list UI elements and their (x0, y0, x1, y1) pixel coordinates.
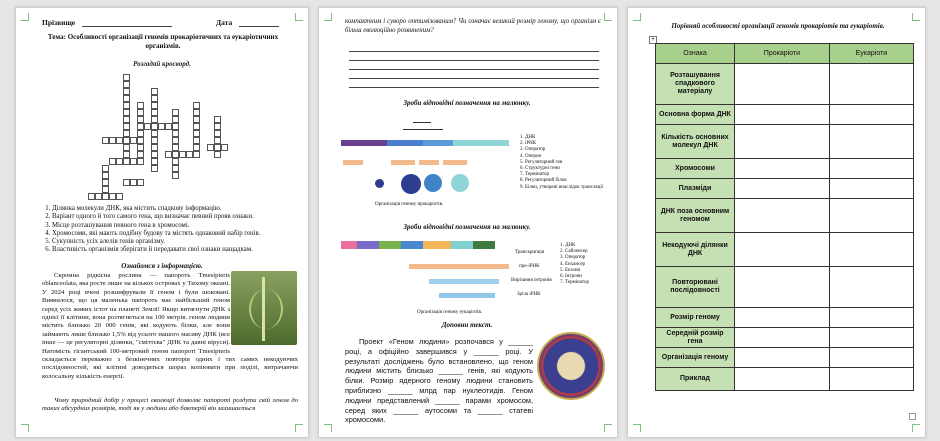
legend-item: 3. Оператор (565, 255, 618, 261)
worksheet-page-2 (318, 7, 618, 438)
flow-label: про-іРНК (519, 264, 540, 269)
crossword-cell[interactable] (221, 144, 228, 151)
eukaryote-cell[interactable] (829, 368, 913, 391)
crossword-cell[interactable] (123, 137, 130, 144)
crossword-cell[interactable] (172, 165, 179, 172)
worksheet-page-3 (627, 7, 926, 438)
row-label: ДНК поза основним геномом (656, 199, 735, 233)
eukaryote-cell[interactable] (829, 199, 913, 233)
crossword-cell[interactable] (207, 144, 214, 151)
surname-line[interactable] (82, 26, 172, 27)
prokaryote-cell[interactable] (735, 64, 830, 105)
eukaryote-cell[interactable] (829, 308, 913, 328)
crossword-cell[interactable] (116, 193, 123, 200)
mrna-segment (391, 160, 415, 165)
prokaryote-cell[interactable] (735, 233, 830, 267)
crossword-cell[interactable] (172, 123, 179, 130)
eukaryote-cell[interactable] (829, 233, 913, 267)
crop-mark (912, 13, 920, 21)
diagram2-heading: Зроби відповідні позначення на малюнку. (403, 223, 531, 231)
clue-item: 1. Ділянка молекули ДНК, яка містить спадкову інформацію. (52, 205, 296, 213)
crossword-cell[interactable] (214, 151, 221, 158)
crossword-cell[interactable] (193, 151, 200, 158)
protein-circle (424, 174, 442, 192)
table-row (656, 348, 914, 368)
legend-item: 8. Регуляторний білок (525, 178, 618, 184)
legend-item: 5. Екзони (565, 268, 618, 274)
crossword-cell[interactable] (109, 158, 116, 165)
mrna-segment (419, 160, 439, 165)
answer-line[interactable] (349, 78, 599, 79)
crop-mark (21, 424, 29, 432)
prokaryote-cell[interactable] (735, 179, 830, 199)
table-move-handle-icon[interactable]: + (649, 36, 657, 44)
legend-item: 5. Регуляторний ген (525, 160, 618, 166)
diagram1-heading: Зроби відповідні позначення на малюнку. (403, 99, 531, 107)
legend-item: 1. ДНК (565, 243, 618, 249)
terminator-segment (453, 140, 509, 146)
crossword-cell[interactable] (172, 116, 179, 123)
eukaryote-cell[interactable] (829, 179, 913, 199)
crossword-cell[interactable] (137, 144, 144, 151)
crossword-cell[interactable] (172, 130, 179, 137)
crossword-cell[interactable] (123, 95, 130, 102)
prokaryote-cell[interactable] (735, 348, 830, 368)
crossword-cell[interactable] (214, 144, 221, 151)
row-label: Розташування спадкового матеріалу (656, 64, 735, 105)
legend-item: 9. Білки, утворені внаслідок трансляції (525, 185, 618, 191)
crossword-heading: Розгадай кросворд. (133, 60, 191, 68)
crossword-cell[interactable] (123, 81, 130, 88)
legend-item: 4. Енхансер (565, 262, 618, 268)
header-eukaryotes: Еукаріоти (829, 44, 913, 64)
crossword-cell[interactable] (102, 137, 109, 144)
eukaryote-cell[interactable] (829, 159, 913, 179)
clue-item: 5. Сукупність усіх алелів генів організму. (52, 238, 296, 246)
answer-line[interactable] (349, 51, 599, 52)
dna-segment (357, 241, 379, 249)
clue-item: 4. Хромосоми, які мають подібну будову та містять однаковий набір генів. (52, 230, 296, 238)
table-row (656, 105, 914, 125)
crossword-cell[interactable] (151, 158, 158, 165)
crossword-cell[interactable] (151, 137, 158, 144)
crossword-cell[interactable] (123, 123, 130, 130)
row-label: Організація геному (656, 348, 735, 368)
crossword-cell[interactable] (123, 109, 130, 116)
crossword-cell[interactable] (214, 137, 221, 144)
crossword-cell[interactable] (193, 144, 200, 151)
crop-mark (912, 424, 920, 432)
flow-label: Транскрипція (515, 250, 545, 255)
crossword-cell[interactable] (102, 193, 109, 200)
legend-item: 3. Оператор (525, 147, 618, 153)
row-label: Приклад (656, 368, 735, 391)
crossword-cell[interactable] (179, 151, 186, 158)
eukaryote-cell[interactable] (829, 348, 913, 368)
crossword-cell[interactable] (151, 102, 158, 109)
date-label: Дата (216, 18, 233, 27)
table-row (656, 64, 914, 105)
crop-mark (21, 13, 29, 21)
crop-mark (633, 13, 641, 21)
crossword-cell[interactable] (172, 137, 179, 144)
mature-mrna-bar (439, 293, 495, 298)
crossword-cell[interactable] (123, 179, 130, 186)
crossword-cell[interactable] (151, 130, 158, 137)
surname-label: Прізвище (42, 18, 76, 27)
crossword-cell[interactable] (172, 144, 179, 151)
eukaryote-cell[interactable] (829, 328, 913, 348)
legend-item: 2. іРНК (525, 141, 618, 147)
row-label: Хромосоми (656, 159, 735, 179)
crossword-cell[interactable] (172, 109, 179, 116)
mrna-segment (343, 160, 363, 165)
crossword-cell[interactable] (151, 144, 158, 151)
dna-segment (379, 241, 401, 249)
crossword-cell[interactable] (151, 116, 158, 123)
crossword-cell[interactable] (137, 116, 144, 123)
crossword-cell[interactable] (165, 151, 172, 158)
legend-item: 2. Сайленсер (565, 249, 618, 255)
crossword-cell[interactable] (214, 130, 221, 137)
crossword-cell[interactable] (123, 130, 130, 137)
row-label: Основна форма ДНК (656, 105, 735, 125)
table-row (656, 308, 914, 328)
crossword-cell[interactable] (193, 137, 200, 144)
crop-mark (324, 13, 332, 21)
crossword-cell[interactable] (165, 123, 172, 130)
row-label: Кількість основних молекул ДНК (656, 125, 735, 159)
crossword-cell[interactable] (193, 123, 200, 130)
pre-mrna-bar (409, 264, 509, 269)
genome-project-logo (537, 332, 605, 400)
crossword-cell[interactable] (214, 116, 221, 123)
protein-circle (401, 174, 421, 194)
diagram2-caption: Організація геному еукаріотів. (417, 310, 483, 315)
info-heading: Ознайомся з інформацією. (121, 262, 203, 270)
eukaryote-cell[interactable] (829, 125, 913, 159)
label-bracket (413, 122, 431, 123)
crossword-cell[interactable] (193, 109, 200, 116)
dna-segment (451, 241, 473, 249)
crossword-cell[interactable] (116, 137, 123, 144)
table-row (656, 267, 914, 308)
fern-photo (231, 271, 297, 345)
label-bracket (403, 129, 443, 130)
diagram2-legend (557, 243, 618, 286)
intron-removal-bar (429, 279, 499, 284)
structural-gene-segment (423, 140, 453, 146)
table-row (656, 179, 914, 199)
crossword-cell[interactable] (123, 158, 130, 165)
row-label: Плазміди (656, 179, 735, 199)
crop-mark (604, 424, 612, 432)
legend-item: 4. Оперон (525, 154, 618, 160)
crossword-cell[interactable] (137, 109, 144, 116)
fill-heading: Доповни текст. (441, 321, 493, 329)
crossword-cell[interactable] (151, 88, 158, 95)
crossword-cell[interactable] (158, 123, 165, 130)
dna-segment (423, 241, 451, 249)
crossword-cell[interactable] (123, 102, 130, 109)
question-start: Чому природний добір у процесі еволюції дозволяє папороті роздути свій геном до таких абсурдних розмірів, тоді як у людини або бактерій він залишається (42, 397, 298, 413)
legend-item: 7. Термінатор (565, 280, 618, 286)
table-row (656, 199, 914, 233)
clue-item: 3. Місце розташування певного гена в хромосомі. (52, 222, 296, 230)
regulatory-gene-segment (387, 140, 423, 146)
crossword-cell[interactable] (102, 179, 109, 186)
legend-item: 6. Інтрони (565, 274, 618, 280)
crop-mark (295, 424, 303, 432)
clue-item: 2. Варіант одного й того самого гена, що визначає певний прояв ознаки. (52, 213, 296, 221)
eukaryote-cell[interactable] (829, 64, 913, 105)
crossword-cell[interactable] (109, 193, 116, 200)
crossword-cell[interactable] (130, 179, 137, 186)
row-label: Середній розмір гена (656, 328, 735, 348)
prokaryote-cell[interactable] (735, 328, 830, 348)
crossword-cell[interactable] (151, 151, 158, 158)
crossword-cell[interactable] (137, 123, 144, 130)
answer-line[interactable] (349, 69, 599, 70)
crossword-clues (38, 205, 296, 255)
crossword-cell[interactable] (137, 179, 144, 186)
protein-circle (451, 174, 469, 192)
crossword-cell[interactable] (137, 151, 144, 158)
prokaryote-cell[interactable] (735, 267, 830, 308)
dna-segment (473, 241, 495, 249)
crossword-cell[interactable] (123, 88, 130, 95)
crossword-cell[interactable] (130, 158, 137, 165)
crop-mark (295, 13, 303, 21)
worksheet-title: Тема: Особливості організації геномів прокаріотичних та еукаріотичних організмів. (47, 33, 279, 50)
header-prokaryotes: Прокаріоти (735, 44, 830, 64)
crossword-cell[interactable] (193, 102, 200, 109)
mrna-segment (443, 160, 467, 165)
row-label: Розмір геному (656, 308, 735, 328)
table-title: Порівняй особливості організації геномів прокаріотів та еукаріотів. (671, 22, 885, 30)
crossword-cell[interactable] (123, 74, 130, 81)
flow-label: Вирізання інтронів (511, 278, 552, 283)
crossword-cell[interactable] (123, 144, 130, 151)
crossword-cell[interactable] (102, 165, 109, 172)
crossword-cell[interactable] (123, 151, 130, 158)
crossword-cell[interactable] (172, 172, 179, 179)
table-row (656, 368, 914, 391)
crossword-cell[interactable] (95, 193, 102, 200)
row-label: Повторювані послідовності (656, 267, 735, 308)
crossword-cell[interactable] (172, 158, 179, 165)
header-feature: Ознака (656, 44, 735, 64)
crossword-cell[interactable] (151, 109, 158, 116)
info-paragraph: Скромна рідкісна рослина — папороть Tmesipteris oblanceolata, яка росте лише на кількох островах у Тихому океані. У 2024 році вчені розшифрували її геном і були шоковані. Виявилося, що ця маленька папороть має найбільший геном серед усіх живих істот на планеті Землі! Якщо витягнути ДНК з однієї її клітини, вона розтягнеться на 100 метрів. геном людини містить близько 20 000 генів, які кодують білки, але вони займають лише близько 1,5% від усього нашого масиву ДНК (все інше — це регуляторні ділянки, "сміттєва" ДНК та давні віруси). Натомість гігантський 100-метровий геном папороті Tmesipteris складається переважно з безкінечних повторів одних і тих самих некодуючих послідовностей, які клітині доводиться шораз копіювати при поділі, витрачаючи колосальну кількість енергії. (42, 272, 298, 380)
eukaryote-cell[interactable] (829, 105, 913, 125)
flow-label: Зріла іРНК (517, 292, 541, 297)
crossword-cell[interactable] (151, 165, 158, 172)
crossword-cell[interactable] (123, 116, 130, 123)
crop-mark (633, 424, 641, 432)
date-line[interactable] (239, 26, 279, 27)
crossword-cell[interactable] (102, 172, 109, 179)
crossword-cell[interactable] (151, 95, 158, 102)
crossword-cell[interactable] (137, 102, 144, 109)
crossword-cell[interactable] (137, 158, 144, 165)
crossword-cell[interactable] (116, 158, 123, 165)
clue-item: 6. Властивість організмів зберігати й передавати свої ознаки нащадкам. (52, 246, 296, 254)
crossword-cell[interactable] (144, 123, 151, 130)
crossword-cell[interactable] (130, 137, 137, 144)
crossword-cell[interactable] (109, 137, 116, 144)
crossword-cell[interactable] (193, 130, 200, 137)
crossword-cell[interactable] (151, 123, 158, 130)
crossword-cell[interactable] (172, 151, 179, 158)
prokaryote-cell[interactable] (735, 199, 830, 233)
comparison-table (655, 43, 914, 391)
eukaryote-cell[interactable] (829, 267, 913, 308)
diagram1-legend (517, 135, 618, 191)
diagram1-caption: Організація геному прокаріотів. (375, 202, 444, 207)
prokaryote-cell[interactable] (735, 308, 830, 328)
prokaryote-cell[interactable] (735, 105, 830, 125)
row-label: Некодуючі ділянки ДНК (656, 233, 735, 267)
dna-segment (341, 241, 357, 249)
crossword-cell[interactable] (88, 193, 95, 200)
crop-mark (604, 13, 612, 21)
answer-line[interactable] (349, 87, 599, 88)
question-end: компактним і суворо оптимізованим? Чи означає великий розмір геному, що організм є більш еволюційно розвиненим? (345, 18, 601, 34)
table-resize-handle[interactable] (909, 413, 916, 420)
fill-paragraph: Проект «Геном людини» розпочався у ______ році, а офіційно завершився у ______ році. У результаті досліджень було встановлено, що геном людини містить близько ______ генів, які кодують білки. Розмір ядерного геному людини становить приблизно ______ млрд пар нуклеотидів. Геном людини представлений ______ парами хромосом, серед яких ______ аутосоми та ______ статеві хромосоми. (345, 337, 601, 425)
legend-item: 1. ДНК (525, 135, 618, 141)
crossword-cell[interactable] (137, 137, 144, 144)
crossword-cell[interactable] (214, 123, 221, 130)
table-row (656, 328, 914, 348)
crossword-cell[interactable] (193, 116, 200, 123)
answer-line[interactable] (349, 60, 599, 61)
table-row (656, 125, 914, 159)
prokaryote-cell[interactable] (735, 368, 830, 391)
table-row (656, 233, 914, 267)
crop-mark (324, 424, 332, 432)
legend-item: 7. Термінатор (525, 172, 618, 178)
crossword-cell[interactable] (186, 151, 193, 158)
prokaryote-cell[interactable] (735, 125, 830, 159)
crossword-cell[interactable] (137, 130, 144, 137)
regulatory-protein (375, 179, 384, 188)
dna-segment (401, 241, 423, 249)
crossword-cell[interactable] (102, 186, 109, 193)
prokaryote-cell[interactable] (735, 159, 830, 179)
legend-item: 6. Структурні гени (525, 166, 618, 172)
table-row (656, 159, 914, 179)
worksheet-page-1 (15, 7, 309, 438)
